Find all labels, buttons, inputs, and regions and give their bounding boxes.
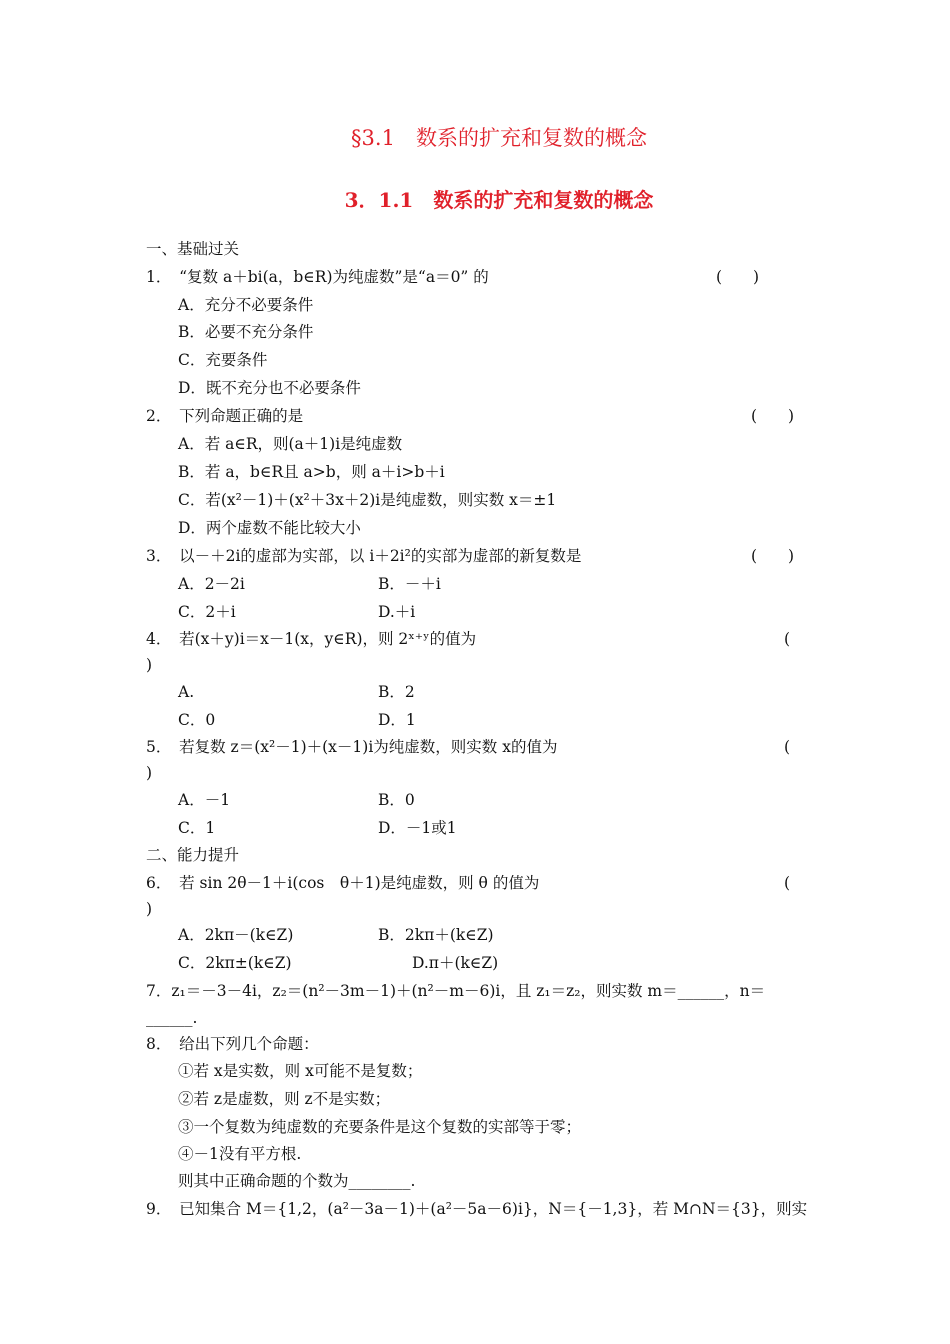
question-1-answer-bracket: ( ) xyxy=(716,268,760,286)
question-4-option-c: C．0 xyxy=(178,711,216,729)
question-3-answer-bracket: ( ) xyxy=(751,547,795,565)
question-1-option-a: A．充分不必要条件 xyxy=(178,296,314,314)
question-1-option-d: D．既不充分也不必要条件 xyxy=(178,379,361,397)
question-3-option-d: D.＋i xyxy=(378,603,416,621)
question-3-option-a: A．2－2i xyxy=(178,575,245,593)
question-9-stem: 9． 已知集合 M＝{1,2，(a²－3a－1)＋(a²－5a－6)i}，N＝{－1,3}，若 M∩N＝{3}，则实 xyxy=(146,1200,808,1218)
question-7-line-1: 7．z₁＝－3－4i，z₂＝(n²－3m－1)＋(n²－m－6)i，且 z₁＝z₂，则实数 m＝______，n＝ xyxy=(146,982,766,1000)
question-5-option-a: A．－1 xyxy=(178,791,231,809)
question-8-item-4: ④－1没有平方根. xyxy=(178,1145,302,1163)
question-4-bracket-close: ) xyxy=(146,656,153,674)
question-4-option-b: B．2 xyxy=(378,683,415,701)
question-6-bracket-close: ) xyxy=(146,900,153,918)
section-heading-basic: 一、基础过关 xyxy=(146,240,240,258)
question-5-option-c: C．1 xyxy=(178,819,216,837)
page-title: §3.1 数系的扩充和复数的概念 xyxy=(351,126,647,150)
section-heading-advanced: 二、能力提升 xyxy=(146,846,240,864)
question-8-ask: 则其中正确命题的个数为________. xyxy=(178,1172,416,1190)
question-1-option-b: B．必要不充分条件 xyxy=(178,323,314,341)
question-4-stem: 4． 若(x＋y)i＝x－1(x，y∈R)，则 2ˣ⁺ʸ的值为 xyxy=(146,630,477,648)
question-6-option-d: D.π＋(k∈Z) xyxy=(412,954,499,972)
question-5-option-d: D．－1或1 xyxy=(378,819,457,837)
question-6-stem: 6． 若 sin 2θ－1＋i(cos θ＋1)是纯虚数，则 θ 的值为 xyxy=(146,874,540,892)
question-8-item-3: ③一个复数为纯虚数的充要条件是这个复数的实部等于零； xyxy=(178,1118,582,1136)
question-8-item-1: ①若 x是实数，则 x可能不是复数； xyxy=(178,1062,423,1080)
question-8-item-2: ②若 z是虚数，则 z不是实数； xyxy=(178,1090,391,1108)
question-6-option-b: B．2kπ＋(k∈Z) xyxy=(378,926,494,944)
question-4-option-a: A. xyxy=(178,683,195,701)
question-4-bracket-open: ( xyxy=(784,630,791,648)
question-3-option-b: B．－＋i xyxy=(378,575,441,593)
question-2-answer-bracket: ( ) xyxy=(751,407,795,425)
question-6-bracket-open: ( xyxy=(784,874,791,892)
question-2-stem: 2． 下列命题正确的是 xyxy=(146,407,304,425)
question-3-option-c: C．2＋i xyxy=(178,603,236,621)
question-3-stem: 3． 以－＋2i的虚部为实部，以 i＋2i²的实部为虚部的新复数是 xyxy=(146,547,582,565)
question-5-stem: 5． 若复数 z＝(x²－1)＋(x－1)i为纯虚数，则实数 x的值为 xyxy=(146,738,558,756)
question-5-bracket-open: ( xyxy=(784,738,791,756)
question-7-line-2: ______. xyxy=(146,1009,198,1027)
question-6-option-c: C．2kπ±(k∈Z) xyxy=(178,954,292,972)
question-8-stem: 8． 给出下列几个命题： xyxy=(146,1035,319,1053)
question-2-option-b: B．若 a，b∈R且 a>b，则 a＋i>b＋i xyxy=(178,463,445,481)
question-2-option-c: C．若(x²－1)＋(x²＋3x＋2)i是纯虚数，则实数 x＝±1 xyxy=(178,491,557,509)
question-5-bracket-close: ) xyxy=(146,764,153,782)
question-4-option-d: D．1 xyxy=(378,711,416,729)
question-2-option-a: A．若 a∈R，则(a＋1)i是纯虚数 xyxy=(178,435,403,453)
section-subtitle: 3．1.1 数系的扩充和复数的概念 xyxy=(344,188,654,212)
question-1-option-c: C．充要条件 xyxy=(178,351,268,369)
question-6-option-a: A．2kπ－(k∈Z) xyxy=(178,926,294,944)
question-1-stem: 1． “复数 a＋bi(a，b∈R)为纯虚数”是“a＝0” 的 xyxy=(146,268,489,286)
question-5-option-b: B．0 xyxy=(378,791,415,809)
question-2-option-d: D．两个虚数不能比较大小 xyxy=(178,519,361,537)
